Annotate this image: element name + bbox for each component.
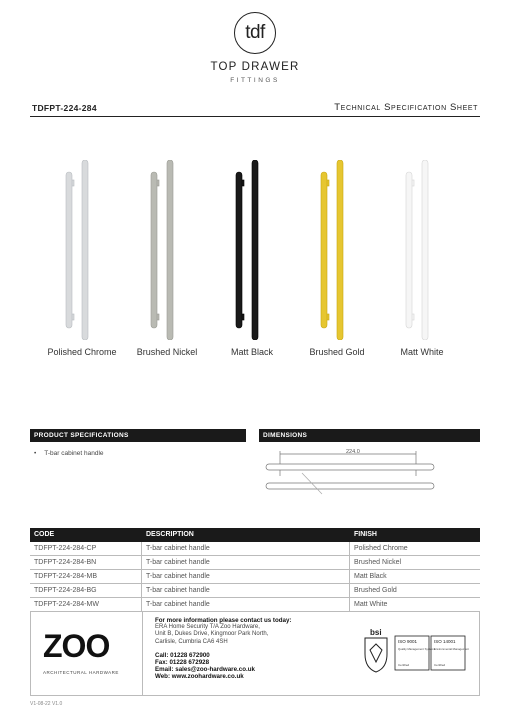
handle-finishes [30, 150, 480, 380]
cert-iso14001-code: Certified [434, 663, 446, 667]
cell-code: TDFPT-224-284-MB [30, 570, 142, 583]
table-row [30, 556, 480, 570]
handle-finish-item [42, 150, 122, 380]
handle-illustration [297, 160, 377, 340]
cell-finish: Brushed Nickel [354, 559, 402, 566]
cell-finish: Matt Black [354, 573, 387, 580]
handle-finish-item [297, 150, 377, 380]
brand-subname: FITTINGS [230, 77, 280, 84]
product-specifications-list [34, 450, 104, 457]
brand-monogram: tdf [234, 12, 276, 54]
table-row [30, 584, 480, 598]
table-row [30, 570, 480, 584]
cell-description: T-bar cabinet handle [142, 542, 350, 555]
address-line: ERA Home Security T/A Zoo Hardware, [155, 624, 260, 631]
document-header [30, 100, 480, 117]
header-description: DESCRIPTION [146, 531, 194, 538]
dimensions-heading: DIMENSIONS [259, 429, 480, 442]
handle-illustration [212, 160, 292, 340]
cell-code: TDFPT-224-284-BG [30, 584, 142, 597]
brand-name: TOP DRAWER [210, 61, 300, 73]
cert-iso14001: ISO 14001 [434, 639, 456, 644]
cell-finish: Matt White [354, 601, 388, 608]
cell-finish: Polished Chrome [354, 545, 408, 552]
cell-code: TDFPT-224-284-BN [30, 556, 142, 569]
table-row [30, 598, 480, 612]
table-header-row [30, 528, 480, 542]
finish-label: Brushed Nickel [136, 347, 198, 357]
cert-iso9001: ISO 9001 [398, 639, 418, 644]
cert-iso9001-sub: Quality Management Systems [398, 647, 436, 651]
cell-code: TDFPT-224-284-CP [30, 542, 142, 555]
fax-number: Fax: 01228 672928 [155, 659, 210, 667]
bsi-logo-text: bsi [370, 628, 382, 637]
header-code: CODE [34, 531, 55, 538]
zoo-logo: ZOO [43, 628, 110, 664]
product-specifications-heading: PRODUCT SPECIFICATIONS [30, 429, 246, 442]
document-version: V1-08-22 V1.0 [30, 701, 63, 707]
brand-header [0, 0, 510, 92]
phone-number: Call: 01228 672900 [155, 651, 210, 659]
web-link[interactable]: Web: www.zoohardware.co.uk [155, 673, 244, 681]
cell-description: T-bar cabinet handle [142, 570, 350, 583]
cell-code: TDFPT-224-284-MW [30, 598, 142, 611]
finish-label: Brushed Gold [309, 347, 365, 357]
finish-label: Matt White [400, 347, 444, 357]
header-finish: FINISH [354, 531, 377, 538]
footer [30, 612, 480, 696]
cell-finish: Brushed Gold [354, 587, 397, 594]
email-link[interactable]: Email: sales@zoo-hardware.co.uk [155, 666, 255, 674]
contact-intro: For more information please contact us today: [155, 617, 292, 624]
cell-description: T-bar cabinet handle [142, 556, 350, 569]
cert-iso14001-sub: Environmental Management [434, 647, 469, 651]
cell-description: T-bar cabinet handle [142, 584, 350, 597]
finish-label: Polished Chrome [47, 347, 117, 357]
dimensions-drawing [262, 448, 482, 498]
contact-block [155, 617, 355, 681]
document-title: Technical Specification Sheet [334, 102, 478, 113]
address-line: Unit B, Dukes Drive, Kingmoor Park North, [155, 631, 269, 638]
address-line: Carlisle, Cumbria CA6 4SH [155, 638, 228, 645]
handle-finish-item [212, 150, 292, 380]
table-row [30, 542, 480, 556]
dimension-value: 224.0 [346, 449, 360, 455]
handle-illustration [127, 160, 207, 340]
cell-description: T-bar cabinet handle [142, 598, 350, 611]
spec-item: • T-bar cabinet handle [34, 450, 104, 457]
finish-label: Matt Black [230, 347, 273, 357]
cert-iso9001-code: Certified [398, 663, 410, 667]
bsi-certification-logos [361, 624, 471, 684]
handle-finish-item [382, 150, 462, 380]
zoo-logo-subtitle: ARCHITECTURAL HARDWARE [43, 670, 119, 675]
product-table [30, 528, 480, 612]
bsi-kitemark-icon [365, 638, 387, 672]
zoo-logo-box [31, 612, 143, 696]
handle-illustration [382, 160, 462, 340]
handle-finish-item [127, 150, 207, 380]
handle-illustration [42, 160, 122, 340]
product-code: TDFPT-224-284 [32, 103, 97, 113]
